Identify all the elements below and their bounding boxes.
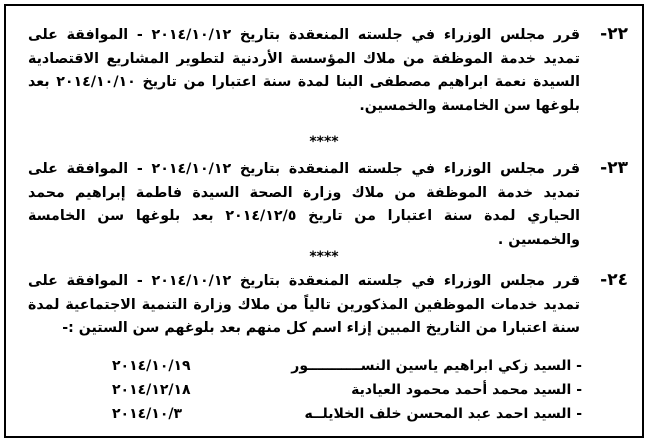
list-item — [112, 358, 582, 382]
decision-22 — [28, 24, 628, 118]
decision-text: قرر مجلس الوزراء في جلسته المنعقدة بتاريخ ٢٠١٤/١٠/١٢ - الموافقة على تمديد خدمات الموظفين المذكورين تالياً من ملاك وزارة التنمية الاجتماعية لمدة سنة اعتبارا من التاريخ المبين إزاء اسم كل منهم بعد بلوغهم سن الستين :- — [28, 273, 580, 336]
employee-date: ٢٠١٤/١٠/٣ — [112, 406, 183, 422]
employee-name: - السيد محمد أحمد محمود العيادية — [351, 382, 582, 398]
decision-24 — [28, 270, 628, 341]
decision-text: قرر مجلس الوزراء في جلسته المنعقدة بتاريخ ٢٠١٤/١٠/١٢ - الموافقة على تمديد خدمة الموظفة من ملاك وزارة الصحة السيدة فاطمة إبراهيم محمد الحياري لمدة سنة اعتبارا من تاريخ ٢٠١٤/١٢/٥ بعد بلوغها سن الخامسة والخمسين . — [28, 161, 580, 248]
employee-date: ٢٠١٤/١٠/١٩ — [112, 358, 191, 374]
decision-text: قرر مجلس الوزراء في جلسته المنعقدة بتاريخ ٢٠١٤/١٠/١٢ - الموافقة على تمديد خدمة الموظفة من ملاك المؤسسة الأردنية لتطوير المشاريع الاقتصادية السيدة نعمة ابراهيم مصطفى البنا لمدة سنة اعتبارا من تاريخ ٢٠١٤/١٠/١٠ بعد بلوغها سن الخامسة والخمسين. — [28, 27, 580, 114]
decision-number: ٢٢- — [600, 24, 628, 44]
decision-number: ٢٣- — [600, 158, 628, 178]
decision-23 — [28, 158, 628, 252]
employee-list — [112, 358, 582, 430]
document-page — [4, 4, 644, 438]
separator: **** — [309, 134, 339, 150]
employee-name: - السيد احمد عبد المحسن خلف الخلايلــه — [304, 406, 582, 422]
separator: **** — [309, 249, 339, 265]
list-item — [112, 382, 582, 406]
list-item — [112, 406, 582, 430]
decision-number: ٢٤- — [600, 270, 628, 290]
employee-name: - السيد زكي ابراهيم ياسين النســـــــــــور — [291, 358, 582, 374]
employee-date: ٢٠١٤/١٢/١٨ — [112, 382, 191, 398]
